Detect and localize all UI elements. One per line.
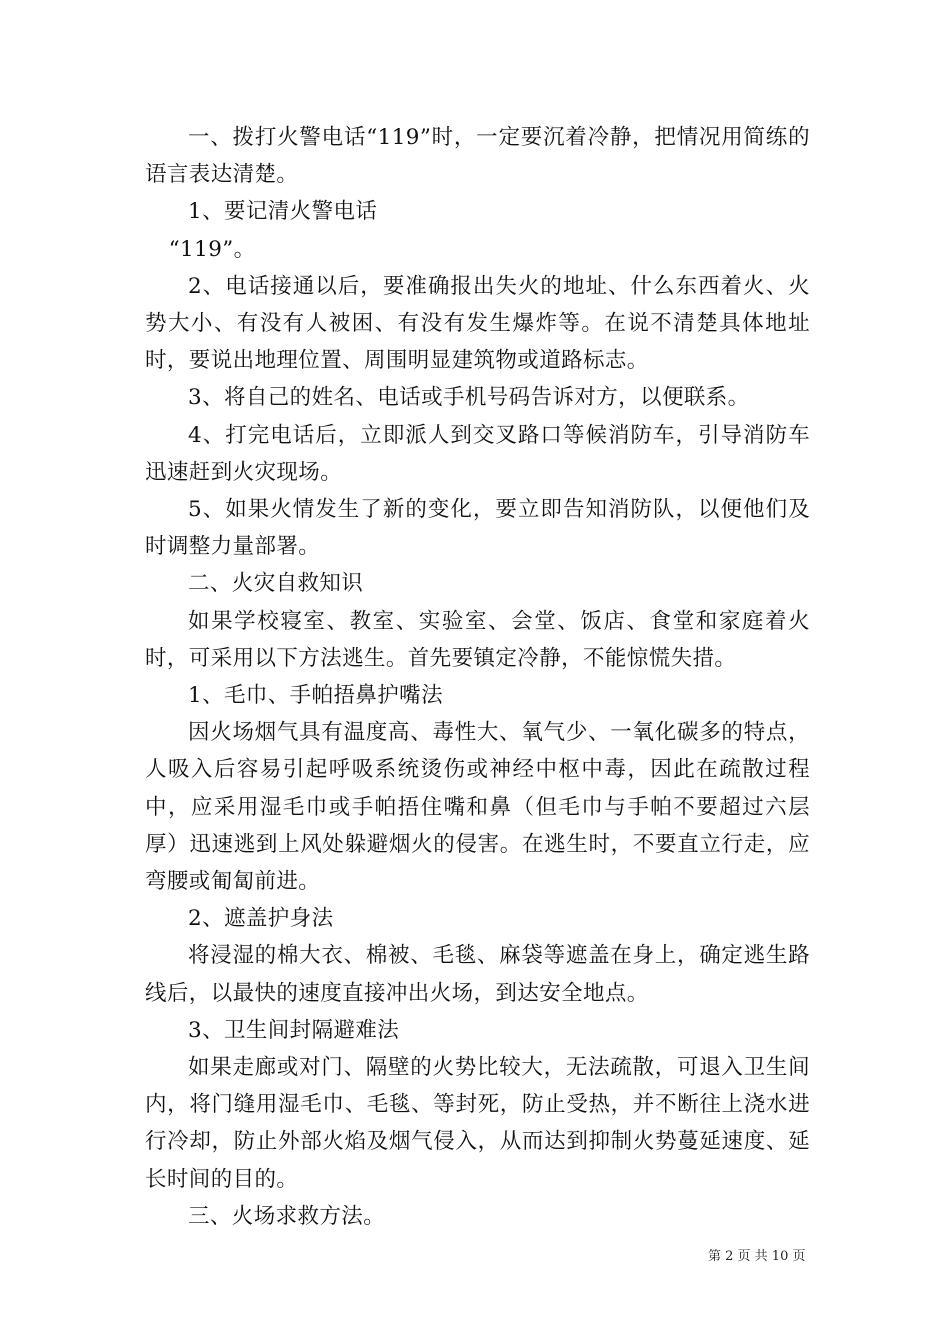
paragraph: 如果学校寝室、教室、实验室、会堂、饭店、食堂和家庭着火时，可采用以下方法逃生。首先要镇定冷静，不能惊慌失措。 [145,608,810,671]
paragraph: 因火场烟气具有温度高、毒性大、氧气少、一氧化碳多的特点，人吸入后容易引起呼吸系统烫伤或神经中枢中毒，因此在疏散过程中，应采用湿毛巾或手帕捂住嘴和鼻（但毛巾与手帕不要超过六层厚）迅速逃到上风处躲避烟火的侵害。在逃生时，不要直立行走，应弯腰或匍匐前进。 [145,720,810,895]
paragraph: 1、要记清火警电话 [188,199,378,225]
subsection-heading: 3、卫生间封隔避难法 [188,1017,400,1043]
page-number: 第 2 页 共 10 页 [708,1249,806,1264]
section-heading: 三、火场求救方法。 [188,1203,386,1229]
paragraph: 5、如果火情发生了新的变化，要立即告知消防队，以便他们及时调整力量部署。 [145,497,810,560]
section-heading: 二、火灾自救知识 [188,571,364,597]
document-body [145,119,810,1235]
subsection-heading: 2、遮盖护身法 [188,906,334,932]
paragraph: 2、电话接通以后，要准确报出失火的地址、什么东西着火、火势大小、有没有人被困、有没有发生爆炸等。在说不清楚具体地址时，要说出地理位置、周围明显建筑物或道路标志。 [145,273,810,374]
paragraph: “119”。 [168,236,256,262]
paragraph: 4、打完电话后，立即派人到交叉路口等候消防车，引导消防车迅速赶到火灾现场。 [145,422,810,485]
paragraph: 如果走廊或对门、隔壁的火势比较大，无法疏散，可退入卫生间内，将门缝用湿毛巾、毛毯、等封死，防止受热，并不断往上浇水进行冷却，防止外部火焰及烟气侵入，从而达到抑制火势蔓延速度、延长时间的目的。 [145,1055,810,1192]
paragraph: 一、拨打火警电话“119”时，一定要沉着冷静，把情况用简练的语言表达清楚。 [145,125,810,188]
paragraph: 3、将自己的姓名、电话或手机号码告诉对方，以便联系。 [188,385,750,411]
subsection-heading: 1、毛巾、手帕捂鼻护嘴法 [188,683,443,709]
paragraph: 将浸湿的棉大衣、棉被、毛毯、麻袋等遮盖在身上，确定逃生路线后，以最快的速度直接冲出火场，到达安全地点。 [145,943,810,1006]
